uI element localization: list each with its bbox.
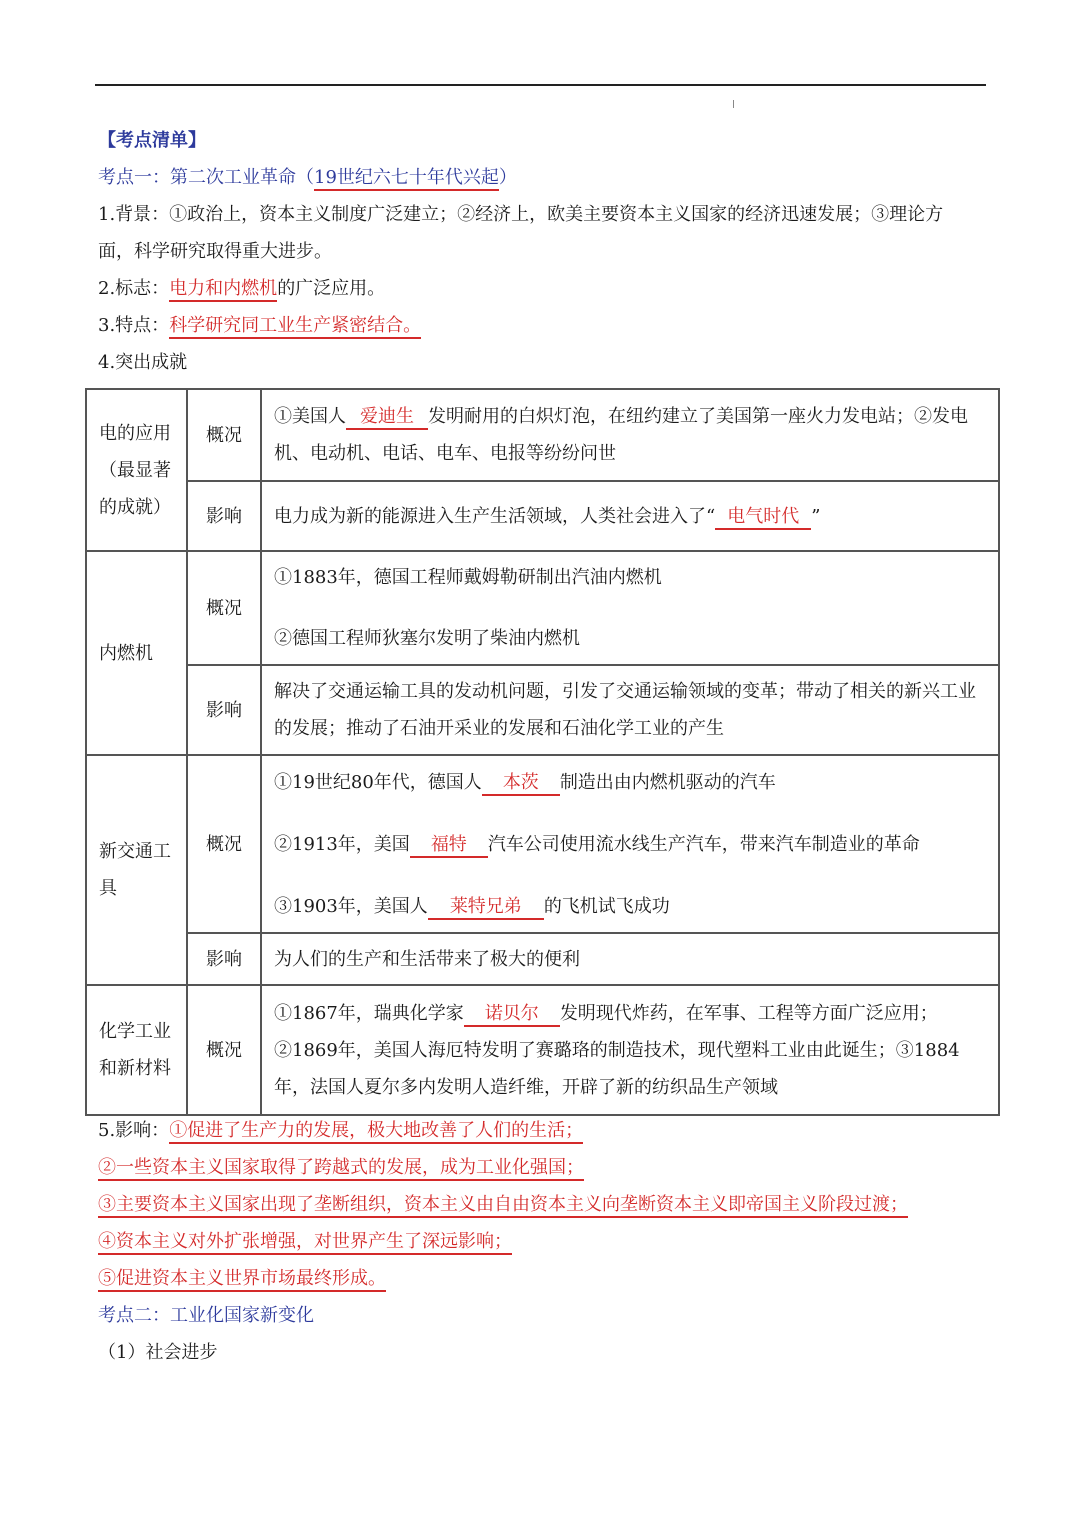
influence-item-text: ②一些资本主义国家取得了跨越式的发展，成为工业化强国； [98,1157,584,1181]
electric-overview [261,389,999,481]
impact-label: 影响 [187,933,261,985]
overview-label: 概况 [187,985,261,1115]
achievements-table [85,388,1000,1116]
electric-impact [261,481,999,551]
row-name-chemical: 化学工业和新材料 [86,985,187,1115]
mark-prefix: 2.标志： [98,278,170,299]
feature-line [98,314,421,338]
overview-label: 概况 [187,755,261,933]
transport-overview-3 [274,888,986,925]
overview-label: 概况 [187,389,261,481]
electric-impact-a: 电力成为新的能源进入生产生活领域，人类社会进入了“ [274,505,716,527]
background-line-1: 1.背景：①政治上，资本主义制度广泛建立；②经济上，欧美主要资本主义国家的经济迅速发展；③理论方 [98,204,944,225]
transport-impact: 为人们的生产和生活带来了极大的便利 [261,933,999,985]
point2-sub1: （1）社会进步 [98,1342,218,1363]
engine-overview-1: ①1883年，德国工程师戴姆勒研制出汽油内燃机 [274,567,662,588]
influence-item [98,1156,584,1180]
table-row [86,481,999,551]
transport-overview-2-a: ②1913年，美国 [274,833,410,855]
electric-overview-b: 发明耐用的白炽灯泡，在纽约建立了美国第一座火力发电站；②发电机、电动机、电话、电车、电报等纷纷问世 [274,406,968,464]
table-row [86,665,999,755]
chemical-overview [261,985,999,1115]
electric-impact-b: ” [811,505,821,527]
header-rule [95,84,986,86]
row-name-engine: 内燃机 [86,551,187,755]
row-name-transport: 新交通工具 [86,755,187,985]
point1-title-suffix: ） [498,167,517,188]
influence-item [98,1193,908,1217]
table-row [86,755,999,933]
section-heading: 【考点清单】 [98,130,206,151]
point2-title: 考点二：工业化国家新变化 [98,1305,314,1326]
background-line-2: 面，科学研究取得重大进步。 [98,241,332,262]
impact-label: 影响 [187,665,261,755]
impact-label: 影响 [187,481,261,551]
table-row [86,933,999,985]
mark-suffix: 的广泛应用。 [277,278,386,299]
influence-item: ①促进了生产力的发展，极大地改善了人们的生活； [169,1120,583,1144]
transport-overview-1-answer: 本茨 [482,772,560,796]
transport-overview-1-b: 制造出由内燃机驱动的汽车 [559,771,776,793]
influence-label: 5.影响： [98,1120,170,1141]
table-row [86,389,999,481]
influence-item-text: ③主要资本主义国家出现了垄断组织，资本主义由自由资本主义向垄断资本主义即帝国主义阶段过渡； [98,1194,908,1218]
electric-impact-answer: 电气时代 [715,506,811,530]
overview-label: 概况 [187,551,261,665]
chemical-overview-b: 发明现代炸药，在军事、工程等方面广泛应用；②1869年，美国人海厄特发明了赛璐珞的制造技术，现代塑料工业由此诞生；③1884年，法国人夏尔多内发明人造纤维，开辟了新的纺织品生产领域 [274,1002,960,1098]
electric-overview-a: ①美国人 [274,406,346,427]
transport-overview-2 [274,826,986,863]
feature-prefix: 3.特点： [98,315,170,336]
achievements-label: 4.突出成就 [98,352,188,373]
transport-overview [261,755,999,933]
transport-overview-2-b: 汽车公司使用流水线生产汽车，带来汽车制造业的革命 [487,833,920,855]
table-row [86,551,999,665]
point1-title [98,166,517,190]
transport-overview-1 [274,764,986,801]
feature-answer: 科学研究同工业生产紧密结合。 [169,315,421,339]
engine-impact: 解决了交通运输工具的发动机问题，引发了交通运输领域的变革；带动了相关的新兴工业的发展；推动了石油开采业的发展和石油化学工业的产生 [261,665,999,755]
influence-item [98,1267,386,1291]
point1-title-prefix: 考点一：第二次工业革命（ [98,167,314,188]
row-name-electric: 电的应用（最显著的成就） [86,389,187,551]
transport-overview-3-answer: 莱特兄弟 [428,896,544,920]
transport-overview-2-answer: 福特 [410,834,488,858]
engine-overview-2: ②德国工程师狄塞尔发明了柴油内燃机 [274,628,580,649]
transport-overview-1-a: ①19世纪80年代，德国人 [274,771,482,793]
table-row [86,985,999,1115]
chemical-overview-answer: 诺贝尔 [464,1003,560,1027]
point1-title-date: 19世纪六七十年代兴起 [314,167,499,191]
chemical-overview-a: ①1867年，瑞典化学家 [274,1002,464,1024]
influence-line-1 [98,1119,583,1143]
mark-line [98,277,385,301]
electric-overview-answer: 爱迪生 [346,406,428,430]
header-tick-mark [733,100,734,108]
transport-overview-3-b: 的飞机试飞成功 [543,895,670,917]
influence-item [98,1230,512,1254]
mark-answer: 电力和内燃机 [169,278,277,302]
transport-overview-3-a: ③1903年，美国人 [274,895,428,917]
influence-item-text: ④资本主义对外扩张增强，对世界产生了深远影响； [98,1231,512,1255]
influence-item-text: ⑤促进资本主义世界市场最终形成。 [98,1268,386,1292]
engine-overview [261,551,999,665]
